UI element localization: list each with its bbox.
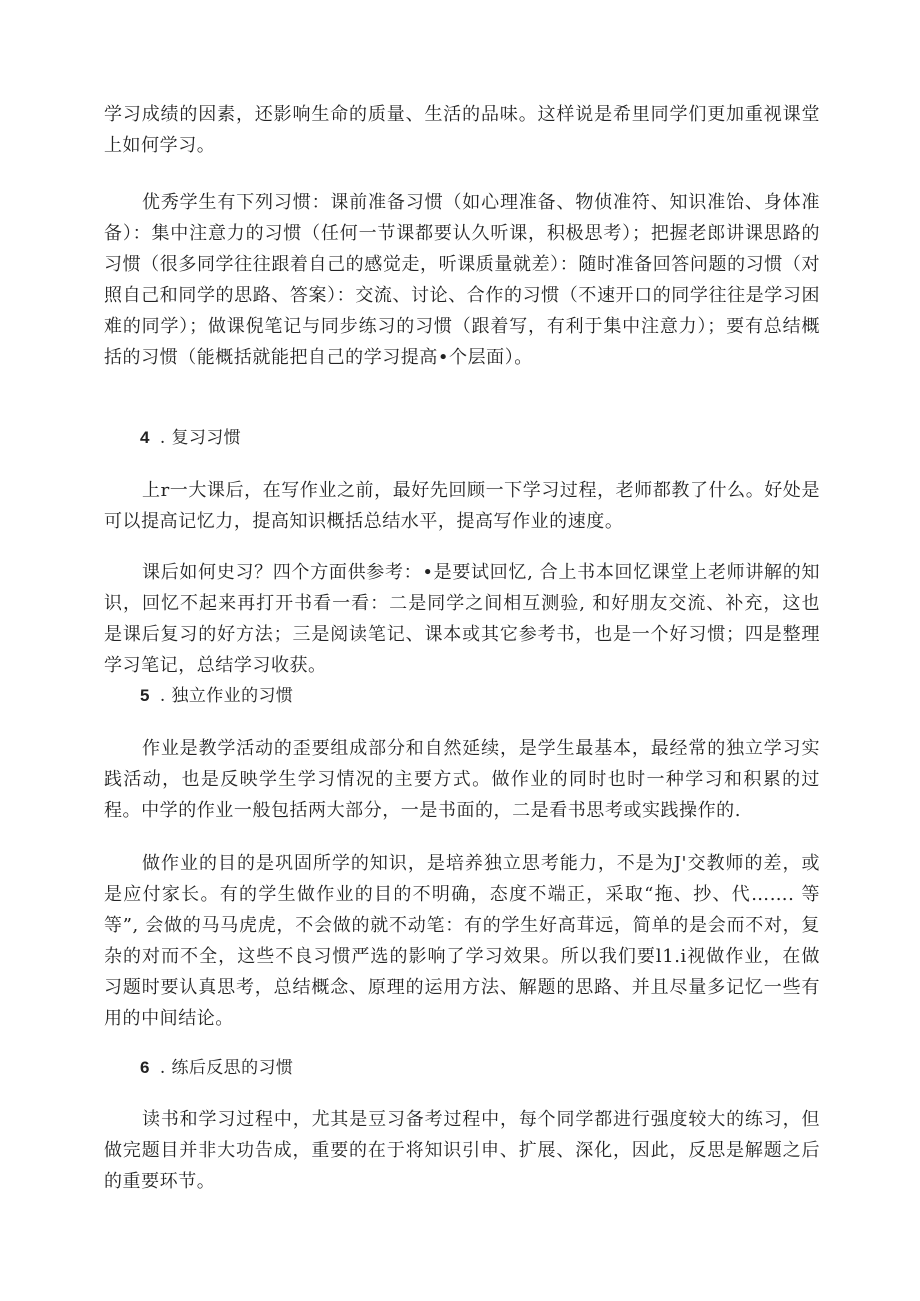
section-title: . 复习习惯 bbox=[159, 428, 242, 448]
paragraph-good-habits: 优秀学生有下列习惯：课前准备习惯（如心理准备、物侦准符、知识准饴、身体准备）：集中注意力的习惯（任何一节课都要认久听课，积极思考）；把握老郎讲课思路的习惯（很多同学往往跟着自己的感觉走，听课质量就差）：随时准备回答问题的习惯（对照自己和同学的思路、答案）：交流、讨论、合作的习惯（不速开口的同学往往是学习困难的同学）；做课倪笔记与同步练习的习惯（跟着写，有利于集中注意力）；要有总结概括的习惯（能概括就能把自己的学习提高•个层面）。 bbox=[104, 192, 820, 368]
section-heading-reflection bbox=[140, 1055, 293, 1081]
paragraph-reflection: 读书和学习过程中，尤其是豆习备考过程中，每个同学都进行强度较大的练习，但做完题目并非大功告成，重要的在于将知识引申、扩展、深化，因此，反思是解题之后的重要环节。 bbox=[104, 1109, 820, 1192]
paragraph-review-intro: 上r一大课后，在写作业之前，最好先回顾一下学习过程，老师都教了什么。好处是可以提高记忆力，提高知识概括总结水平，提高写作业的速度。 bbox=[104, 480, 820, 532]
paragraph-homework-purpose: 做作业的目的是巩固所学的知识，是培养独立思考能力，不是为J'交教师的差，或是应付家长。有的学生做作业的目的不明确，态度不端正，采取“拖、抄、代……. 等等”, 会做的马马虎虎，不会做的就不动笔：有的学生好高茸远，简单的是会而不对，复杂的对而不全，这些不良习惯严选的影响了学习效果。所以我们要l1.i视做作业，在做习题时要认真思考，总结概念、原理的运用方法、解题的思路、并且尽量多记忆一些有用的中间结论。 bbox=[104, 853, 820, 1029]
paragraph-review-methods: 课后如何史习？四个方面供参考：•是要试回忆, 合上书本回忆课堂上老师讲解的知识，回忆不起来再打开书看一看：二是同学之间相互测验, 和好朋友交流、补充，这也是课后复习的好方法；三是阅读笔记、课本或其它参考书，也是一个好习惯；四是整理学习笔记，总结学习收获。 bbox=[104, 562, 820, 676]
section-heading-review bbox=[140, 425, 241, 451]
section-heading-homework bbox=[140, 683, 293, 709]
section-number: 6 bbox=[140, 1058, 150, 1077]
section-title: . 独立作业的习惯 bbox=[159, 686, 294, 706]
section-number: 4 bbox=[140, 428, 150, 447]
section-number: 5 bbox=[140, 686, 150, 705]
section-title: . 练后反思的习惯 bbox=[159, 1058, 294, 1078]
paragraph-homework-role: 作业是教学活动的歪要组成部分和自然延续，是学生最基本，最经常的独立学习实践活动，也是反映学生学习情况的主要方式。做作业的同时也时一种学习和积累的过程。中学的作业一般包括两大部分，一是书面的，二是看书思考或实践操作的. bbox=[104, 738, 820, 821]
paragraph-study-results: 学习成绩的因素，还影响生命的质量、生活的品味。这样说是希里同学们更加重视课堂上如何学习。 bbox=[104, 104, 820, 156]
